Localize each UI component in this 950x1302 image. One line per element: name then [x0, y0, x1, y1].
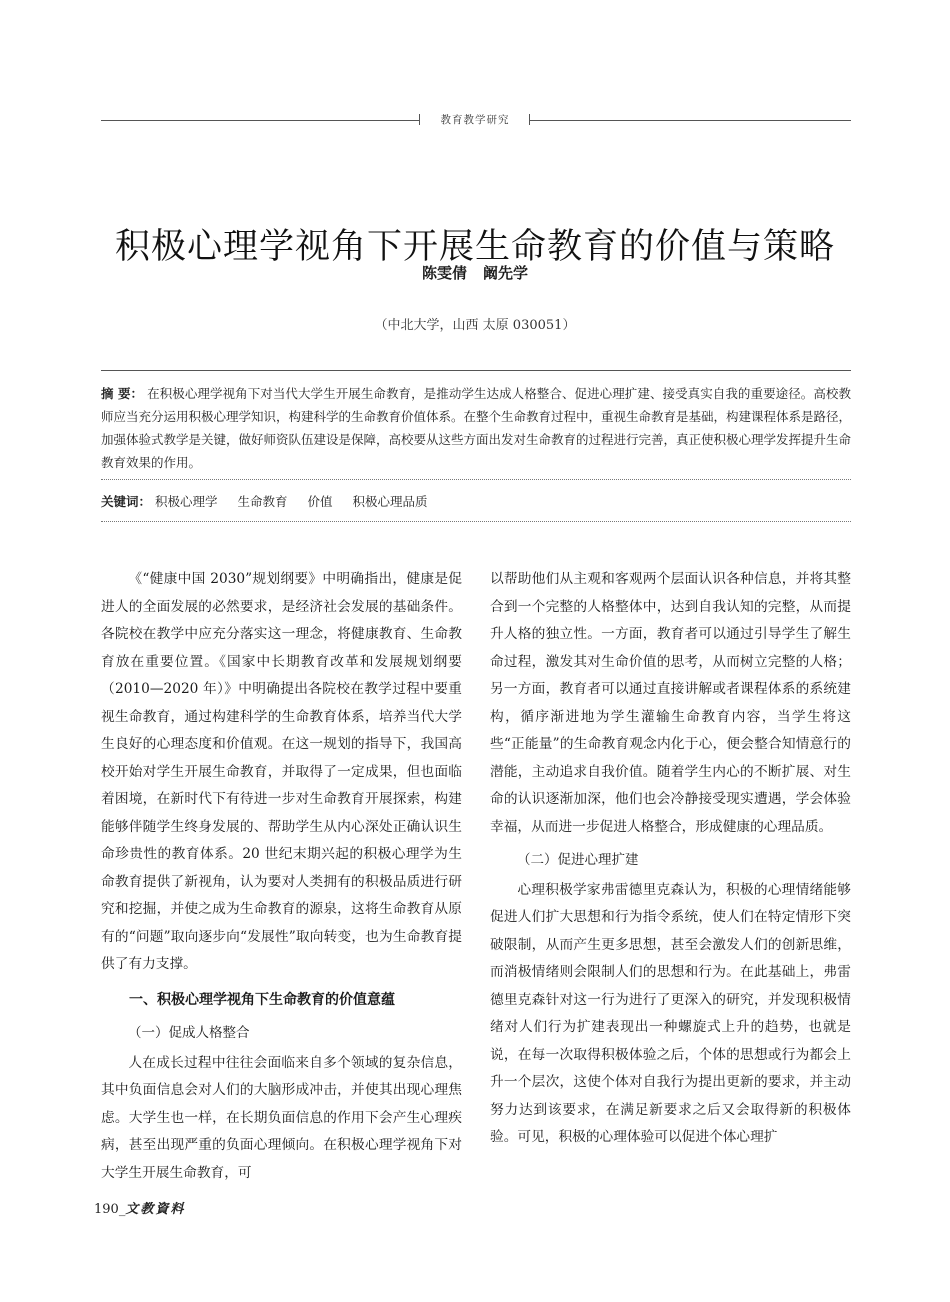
author-name: 阚先学	[483, 264, 529, 282]
abstract-text: 在积极心理学视角下对当代大学生开展生命教育，是推动学生达成人格整合、促进心理扩建、接受真实自我的重要途径。高校教师应当充分运用积极心理学知识，构建科学的生命教育价值体系。在整个生命教育过程中，重视生命教育是基础，构建课程体系是路径，加强体验式教学是关键，做好师资队伍建设是保障，高校要从这些方面出发对生命教育的过程进行完善，真正使积极心理学发挥提升生命教育效果的作用。	[101, 386, 852, 470]
subsection-heading: （二）促进心理扩建	[517, 852, 639, 868]
affiliation: （中北大学，山西 太原 030051）	[374, 318, 576, 333]
body-column-left	[101, 566, 462, 1187]
keyword: 生命教育	[237, 494, 288, 509]
keywords-label: 关键词：	[101, 494, 152, 509]
abstract	[101, 382, 851, 474]
keyword: 积极心理学	[155, 494, 218, 509]
keywords	[101, 492, 851, 510]
running-head: 教育教学研究	[440, 114, 510, 126]
article-title: 积极心理学视角下开展生命教育的价值与策略	[114, 227, 835, 268]
body-paragraph: 人在成长过程中往往会面临来自多个领域的复杂信息，其中负面信息会对人们的大脑形成冲击，并使其出现心理焦虑。大学生也一样，在长期负面信息的作用下会产生心理疾病，甚至出现严重的负面心理倾向。在积极心理学视角下对大学生开展生命教育，可	[101, 1054, 462, 1181]
intro-paragraph: 《“健康中国 2030”规划纲要》中明确指出，健康是促进人的全面发展的必然要求，是经济社会发展的基础条件。各院校在教学中应充分落实这一理念，将健康教育、生命教育放在重要位置。《国家中长期教育改革和发展规划纲要（2010—2020 年）》中明确提出各院校在教学过程中要重视生命教育，通过构建科学的生命教育体系，培养当代大学生良好的心理态度和价值观。在这一规划的指导下，我国高校开始对学生开展生命教育，并取得了一定成果，但也面临着困境，在新时代下有待进一步对生命教育开展探索，构建能够伴随学生终身发展的、帮助学生从内心深处正确认识生命珍贵性的教育体系。20 世纪末期兴起的积极心理学为生命教育提供了新视角，认为要对人类拥有的积极品质进行研究和挖掘，并使之成为生命教育的源泉，这将生命教育从原有的“问题”取向逐步向“发展性”取向转变，也为生命教育提供了有力支撑。	[101, 571, 462, 972]
authors	[0, 262, 950, 283]
abstract-label: 摘 要：	[101, 386, 144, 401]
abstract-top-rule	[101, 370, 851, 371]
abstract-divider	[101, 479, 851, 480]
section-heading: 一、积极心理学视角下生命教育的价值意蕴	[129, 991, 395, 1008]
page-footer	[94, 1198, 185, 1217]
body-paragraph: 以帮助他们从主观和客观两个层面认识各种信息，并将其整合到一个完整的人格整体中，达到自我认知的完整，从而提升人格的独立性。一方面，教育者可以通过引导学生了解生命过程，激发其对生命价值的思考，从而树立完整的人格；另一方面，教育者可以通过直接讲解或者课程体系的系统建构，循序渐进地为学生灌输生命教育内容，当学生将这些“正能量”的生命教育观念内化于心，便会整合知情意行的潜能，主动追求自我价值。随着学生内心的不断扩展、对生命的认识逐渐加深，他们也会冷静接受现实遭遇，学会体验幸福，从而进一步促进人格整合，形成健康的心理品质。	[490, 571, 851, 835]
body-column-right	[490, 566, 851, 1152]
keyword: 积极心理品质	[352, 494, 428, 509]
header-rule-right	[529, 120, 851, 121]
keywords-divider	[101, 521, 851, 522]
journal-name: 文教資料	[125, 1202, 186, 1217]
body-paragraph: 心理积极学家弗雷德里克森认为，积极的心理情绪能够促进人们扩大思想和行为指令系统，使人们在特定情形下突破限制，从而产生更多思想，甚至会激发人们的创新思维，而消极情绪则会限制人们的思想和行为。在此基础上，弗雷德里克森针对这一行为进行了更深入的研究，并发现积极情绪对人们行为扩建表现出一种螺旋式上升的趋势，也就是说，在每一次取得积极体验之后，个体的思想或行为都会上升一个层次，这使个体对自我行为提出更新的要求，并主动努力达到该要求，在满足新要求之后又会取得新的积极体验。可见，积极的心理体验可以促进个体心理扩	[490, 881, 851, 1145]
keyword: 价值	[307, 494, 333, 509]
page-number: 190_	[94, 1202, 126, 1217]
subsection-heading: （一）促成人格整合	[128, 1025, 250, 1041]
author-name: 陈雯倩	[421, 264, 467, 282]
